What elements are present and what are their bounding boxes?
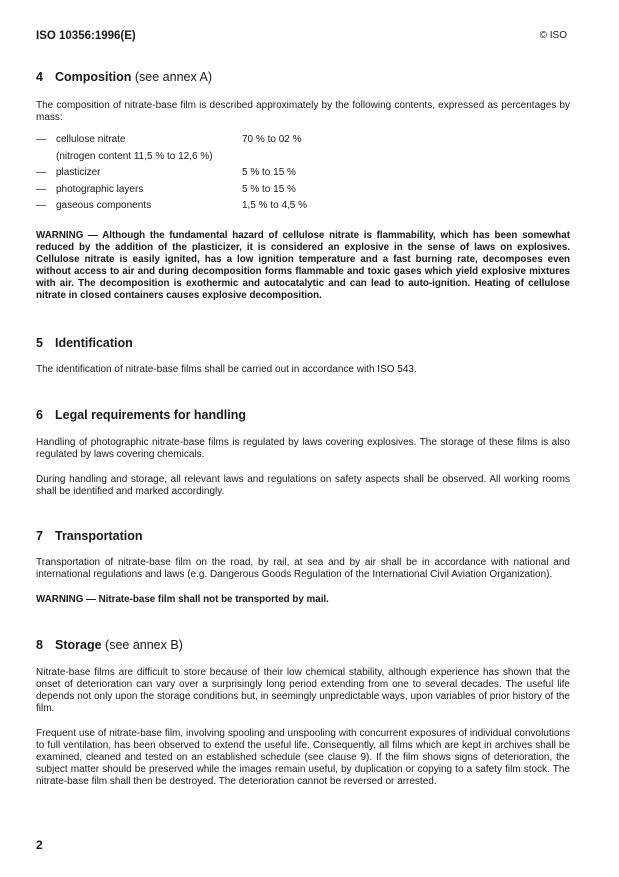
section-title: Storage [55,637,102,652]
page-number: 2 [36,838,43,852]
list-item: — cellulose nitrate 70 % to 02 % [36,134,302,145]
section-6-heading [36,408,570,422]
section-title: Composition [55,70,132,84]
flammability-warning: WARNING — Although the fundamental hazard of cellulose nitrate is flammability, which has been somewhat reduced by the addition of the plasticizer, it is considered an explosive in the sense of laws on explosives. Cellulose nitrate is easily ignited, has a low ignition temperature and a fast burning rate, decomposes even without access to air and during decomposition forms flammable and toxic gases which yield explosive mixtures with air. The decomposition is exothermic and autocatalytic and can lead to auto-ignition. Heating of cellulose nitrate in closed containers causes explosive decomposition. [36,229,570,301]
section-number: 5 [36,335,43,350]
standard-number: ISO 10356:1996(E) [36,30,136,42]
list-item: — plasticizer 5 % to 15 % [36,167,296,178]
list-item: — photographic layers 5 % to 15 % [36,183,296,195]
section-title: Transportation [55,528,143,543]
copyright-mark: © ISO [539,30,567,41]
section-annex-note: (see annex A) [134,70,213,84]
section-6-para-1: Handling of photographic nitrate-base films is regulated by laws covering explosives. The storage of these films is also regulated by laws covering chemicals. [36,436,570,460]
section-4-heading [36,70,570,84]
section-8-para-2: Frequent use of nitrate-base film, involving spooling and unspooling with concurrent exposures of individual convolutions to full ventilation, has been observed to extend the useful life. Consequently, all films which are kept in archives shall be examined, cleaned and tested on an established schedule (see clause 9). If the film shows signs of deterioration, the subject matter should be preserved while the images remain useful, by duplication or copying to a safety film stock. The nitrate-base film shall then be destroyed. The deterioration cannot be reversed or arrested. [36,727,570,787]
section-8-heading [36,638,570,652]
section-8-para-1: Nitrate-base films are difficult to store because of their low chemical stability, although experience has shown that the onset of deterioration can vary over a surprisingly long period extending from one to several decades. The useful life depends not only upon the storage conditions but, in seemingly unpredictable ways, upon variables of prior history of the film. [36,666,570,714]
section-4-intro: The composition of nitrate-base film is described approximately by the following contents, expressed as percentages by mass: [36,100,570,123]
composition-list [36,132,570,215]
section-number: 4 [36,70,43,84]
section-7-heading [36,529,570,543]
section-title: Legal requirements for handling [55,407,246,422]
mail-warning: WARNING — Nitrate-base film shall not be transported by mail. [36,593,329,605]
page-content [36,70,570,788]
list-item: (nitrogen content 11,5 % to 12,6 %) [56,150,213,162]
section-annex-note: (see annex B) [105,637,183,652]
section-number: 8 [36,637,43,652]
section-number: 6 [36,407,43,422]
list-item: — gaseous components 1,5 % to 4,5 % [36,200,308,211]
section-7-text: Transportation of nitrate-base film on the road, by rail, at sea and by air shall be in accordance with national and international regulations and laws (e.g. Dangerous Goods Regulation of the International Civil Aviation Organization). [36,556,570,580]
section-title: Identification [55,335,133,350]
section-number: 7 [36,528,43,543]
section-5-text: The identification of nitrate-base films shall be carried out in accordance with ISO 543. [36,363,417,375]
section-6-para-2: During handling and storage, all relevant laws and regulations on safety aspects shall be observed. All working rooms shall be identified and marked accordingly. [36,473,570,497]
section-5-heading [36,336,570,350]
